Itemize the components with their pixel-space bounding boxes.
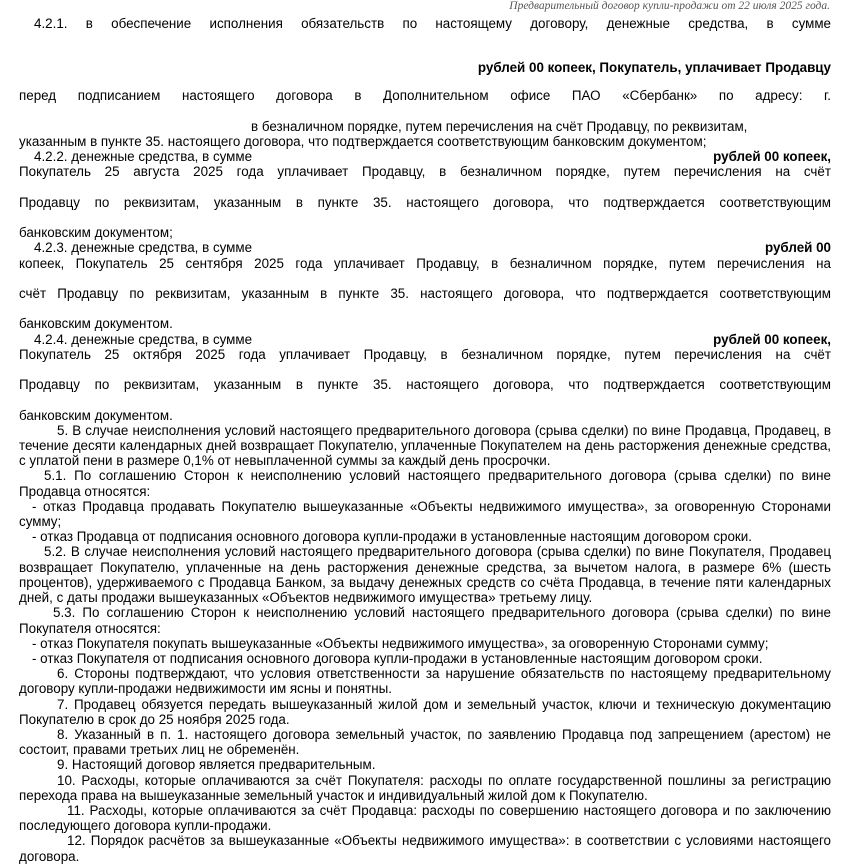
clause-line: счёт Продавцу по реквизитам, указанным в пункте 35. настоящего договора, что подтверждается соответствующим xyxy=(19,286,831,302)
clause-line: 4.2.1. в обеспечение исполнения обязательств по настоящему договору, денежные средства, в сумме xyxy=(34,16,831,31)
clause-4-2-2 xyxy=(19,149,831,240)
clause-line: указанным в пункте 35. настоящего договора, что подтверждается соответствующим банковским документом; xyxy=(19,134,707,149)
clause-line: копеек, Покупатель 25 сентября 2025 года уплачивает Продавцу, в безналичном порядке, путем перечисления на xyxy=(19,255,831,271)
clause-line: 4.2.2. денежные средства, в сумме рублей 00 копеек, xyxy=(34,149,831,165)
clause-line: банковским документом. xyxy=(19,316,173,332)
clause-12: 12. Порядок расчётов за вышеуказанные «Объекты недвижимого имущества»: в соответствии с условиями настоящего договора. xyxy=(19,833,831,864)
clause-5: 5. В случае неисполнения условий настоящего предварительного договора (срыва сделки) по вине Продавца, Продавец, в течение десяти календарных дней возвращает Покупателю, уплаченные Покупателем на день расторжения денежные средства, с уплатой пени в размере 0,1% от невыплаченной суммы за каждый день просрочки. xyxy=(19,422,831,469)
clause-4-2-4 xyxy=(19,332,831,423)
clause-line: в безналичном порядке, путем перечисления на счёт Продавцу, по реквизитам, xyxy=(251,118,748,134)
clause-11: 11. Расходы, которые оплачиваются за счёт Продавца: расходы по совершению настоящего договора и по заключению последующего договора купли-продажи. xyxy=(19,802,831,834)
clause-5-1-item: - отказ Продавца от подписания основного договора купли-продажи в установленные настоящим договором сроки. xyxy=(32,529,752,545)
clause-5-3: 5.3. По соглашению Сторон к неисполнению условий настоящего предварительного договора (срыва сделки) по вине Покупателя относятся: xyxy=(19,605,831,636)
clause-line: 4.2.4. денежные средства, в сумме рублей 00 копеек, xyxy=(34,331,831,347)
clause-5-1-item: - отказ Продавца продавать Покупателю вышеуказанные «Объекты недвижимого имущества», за оговоренную Сторонами сумму; xyxy=(19,498,831,530)
clause-line: 4.2.3. денежные средства, в сумме рублей 00 xyxy=(34,240,831,256)
clause-5-1: 5.1. По соглашению Сторон к неисполнению условий настоящего предварительного договора (срыва сделки) по вине Продавца относятся: xyxy=(19,468,831,499)
clause-line: Покупатель 25 августа 2025 года уплачивает Продавцу, в безналичном порядке, путем перечисления на счёт xyxy=(19,164,831,180)
document-header: Предварительный договор купли-продажи от 22 июля 2025 года. xyxy=(509,0,830,12)
clause-line: перед подписанием настоящего договора в Дополнительном офисе ПАО «Сбербанк» по адресу: г. xyxy=(19,88,831,104)
clause-10: 10. Расходы, которые оплачиваются за счёт Покупателя: расходы по оплате государственной пошлины за регистрацию перехода права на вышеуказанные земельный участок и индивидуальный жилой дом к Покупателю. xyxy=(19,772,831,803)
document-body xyxy=(19,16,831,864)
clause-line: Покупатель 25 октября 2025 года уплачивает Продавцу, в безналичном порядке, путем перечисления на счёт xyxy=(19,346,831,362)
clause-7: 7. Продавец обязуется передать вышеуказанный жилой дом и земельный участок, ключи и техническую документацию Покупателю в срок до 25 ноября 2025 года. xyxy=(19,696,831,727)
clause-line: Продавцу по реквизитам, указанным в пункте 35. настоящего договора, что подтверждается соответствующим xyxy=(19,377,831,393)
clause-9: 9. Настоящий договор является предварительным. xyxy=(57,757,376,773)
clause-line: банковским документом. xyxy=(19,407,173,423)
clause-8: 8. Указанный в п. 1. настоящего договора земельный участок, по заявлению Продавца под запрещением (арестом) не состоит, правами третьих лиц не обременён. xyxy=(19,726,831,758)
clause-5-3-item: - отказ Покупателя покупать вышеуказанные «Объекты недвижимого имущества», за оговоренную Сторонами сумму; xyxy=(32,635,769,651)
clause-line: банковским документом; xyxy=(19,225,173,241)
clause-line: Продавцу по реквизитам, указанным в пункте 35. настоящего договора, что подтверждается соответствующим xyxy=(19,194,831,210)
clause-5-3-item: - отказ Покупателя от подписания основного договора купли-продажи в установленные настоящим договором сроки. xyxy=(32,650,763,666)
clause-4-2-3 xyxy=(19,240,831,331)
clause-5-2: 5.2. В случае неисполнения условий настоящего предварительного договора (срыва сделки) по вине Покупателя, Продавец возвращает Покупателю, уплаченные на день расторжения денежные средства, за вычетом налога, в размере 6% (шесть процентов), удерживаемого с Продавца Банком, за выдачу денежных средств со счёта Продавца, в течение пяти календарных дней, с даты продажи вышеуказанных «Объектов недвижимого имущества» третьему лицу. xyxy=(19,544,831,606)
clause-4-2-1 xyxy=(19,16,831,149)
clause-line: рублей 00 копеек, Покупатель, уплачивает Продавцу xyxy=(477,59,831,75)
clause-6: 6. Стороны подтверждают, что условия ответственности за нарушение обязательств по настоящему предварительному договору купли-продажи недвижимости им ясны и понятны. xyxy=(19,666,831,697)
